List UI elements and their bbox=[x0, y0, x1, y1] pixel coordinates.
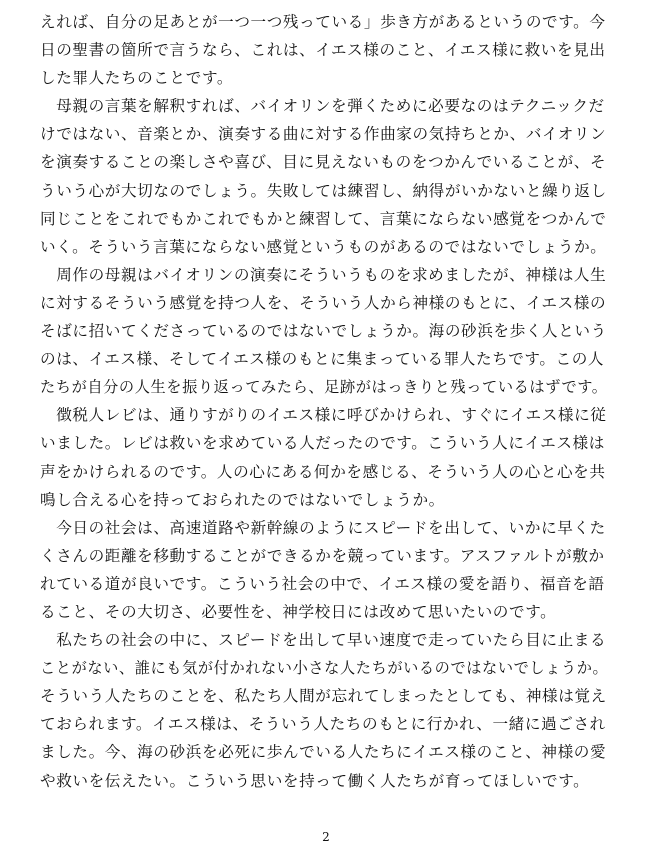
text-line: 同じことをこれでもかこれでもかと練習して、言葉にならない感覚をつかんで bbox=[40, 209, 607, 228]
text-line: いました。レビは救いを求めている人だったのです。こういう人にイエス様は bbox=[40, 434, 605, 453]
text-line: のは、イエス様、そしてイエス様のもとに集まっている罪人たちです。この人 bbox=[40, 350, 605, 369]
text-line: けではない、音楽とか、演奏する曲に対する作曲家の気持ちとか、バイオリン bbox=[40, 125, 607, 144]
text-line: や救いを伝えたい。こういう思いを持って働く人たちが育ってほしいです。 bbox=[40, 771, 590, 790]
text-line: たちが自分の人生を振り返ってみたら、足跡がはっきりと残っているはずです。 bbox=[40, 378, 608, 397]
text-line: した罪人たちのことです。 bbox=[40, 69, 234, 88]
text-line: れている道が良いです。こういう社会の中で、イエス様の愛を語り、福音を語 bbox=[40, 574, 605, 593]
text-line: を演奏することの楽しさや喜び、目に見えないものをつかんでいることが、そ bbox=[40, 153, 607, 172]
text-line: 周作の母親はバイオリンの演奏にそういうものを求めましたが、神様は人生 bbox=[40, 265, 607, 284]
text-line: ておられます。イエス様は、そういう人たちのもとに行かれ、一緒に過ごされ bbox=[40, 715, 606, 734]
text-line: ること、その大切さ、必要性を、神学校日には改めて思いたいのです。 bbox=[40, 602, 557, 621]
text-line: 徴税人レビは、通りすがりのイエス様に呼びかけられ、すぐにイエス様に従 bbox=[40, 406, 607, 425]
text-line: に対するそういう感覚を持つ人を、そういう人から神様のもとに、イエス様の bbox=[40, 293, 607, 312]
page-number: 2 bbox=[322, 830, 330, 844]
text-line: 私たちの社会の中に、スピードを出して早い速度で走っていたら目に止まる bbox=[40, 631, 607, 650]
text-line: 声をかけられるのです。人の心にある何かを感じる、そういう人の心と心を共 bbox=[40, 462, 606, 481]
paragraph-1 bbox=[40, 8, 612, 92]
paragraph-4 bbox=[40, 401, 612, 513]
text-line: 鳴し合える心を持っておられたのではないでしょうか。 bbox=[40, 490, 445, 509]
paragraph-3 bbox=[40, 261, 612, 401]
text-line: えれば、自分の足あとが一つ一つ残っている」歩き方があるというのです。今 bbox=[40, 13, 606, 31]
text-line: 今日の社会は、高速道路や新幹線のようにスピードを出して、いかに早くた bbox=[40, 518, 606, 537]
paragraph-2 bbox=[40, 92, 612, 261]
text-line: そういう人たちのことを、私たち人間が忘れてしまったとしても、神様は覚え bbox=[40, 687, 607, 706]
text-line: ました。今、海の砂浜を必死に歩んでいる人たちにイエス様のこと、神様の愛 bbox=[40, 743, 607, 762]
paragraph-6 bbox=[40, 626, 612, 795]
paragraph-5 bbox=[40, 514, 612, 626]
text-line: ことがない、誰にも気が付かれない小さな人たちがいるのではないでしょうか。 bbox=[40, 659, 609, 678]
text-line: そばに招いてくださっているのではないでしょうか。海の砂浜を歩く人という bbox=[40, 322, 607, 341]
text-line: くさんの距離を移動することができるかを競っています。アスファルトが敷か bbox=[40, 546, 605, 565]
text-line: ういう心が大切なのでしょう。失敗しては練習し、納得がいかないと繰り返し bbox=[40, 181, 607, 200]
body-text bbox=[40, 8, 612, 795]
text-line: 日の聖書の箇所で言うなら、これは、イエス様のこと、イエス様に救いを見出 bbox=[40, 41, 606, 60]
text-line: 母親の言葉を解釈すれば、バイオリンを弾くために必要なのはテクニックだ bbox=[40, 97, 605, 116]
text-line: いく。そういう言葉にならない感覚というものがあるのではないでしょうか。 bbox=[40, 237, 607, 256]
